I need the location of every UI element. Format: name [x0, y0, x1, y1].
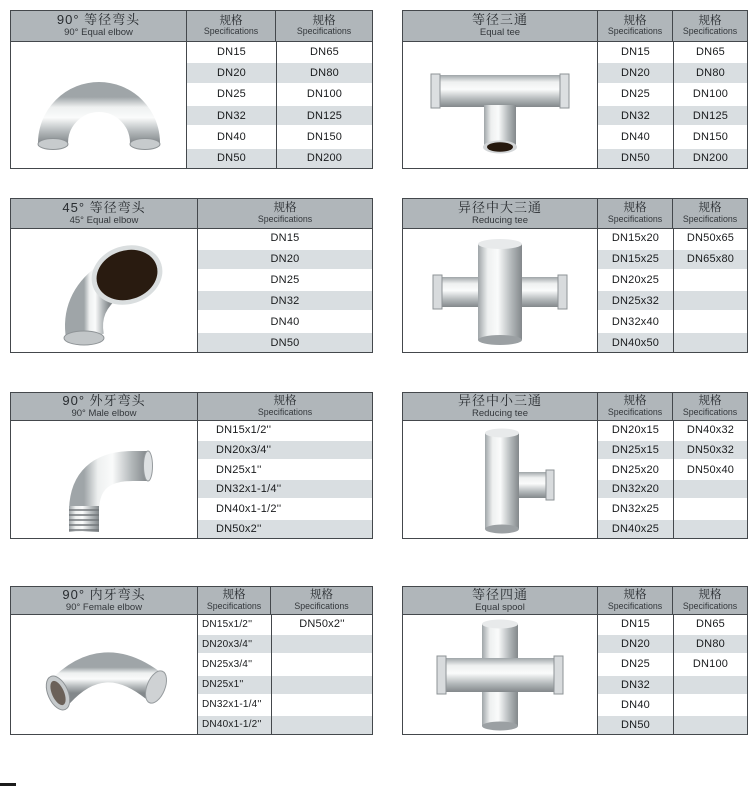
spec-cell: DN32x40	[598, 312, 673, 333]
spec-cell	[674, 500, 747, 520]
product-photo-cell	[11, 421, 198, 538]
spec-cell: DN32	[187, 106, 276, 127]
spec-cell	[674, 291, 747, 312]
spec-column	[276, 42, 372, 168]
spec-header-cn: 规格	[698, 14, 722, 27]
spec-cell: DN50	[598, 716, 673, 734]
spec-header	[187, 11, 276, 41]
spec-cell: DN65	[277, 42, 372, 63]
table-header	[403, 11, 747, 42]
spec-cell: DN80	[674, 63, 747, 84]
spec-cell: DN20x3/4''	[198, 635, 271, 655]
spec-header-en: Specifications	[294, 600, 349, 611]
spec-header-en: Specifications	[206, 600, 262, 611]
table-title-en: 90° Female elbow	[65, 601, 143, 613]
spec-cell: DN50x32	[674, 441, 747, 461]
spec-cell: DN40x32	[674, 421, 747, 441]
page-corner-mark	[0, 783, 16, 786]
spec-cell	[272, 676, 372, 696]
spec-header-cn: 规格	[273, 202, 297, 215]
spec-header-cn: 规格	[623, 589, 647, 602]
equal-spool-photo	[425, 614, 575, 736]
table-90-female-elbow	[10, 586, 373, 735]
spec-header-cn: 规格	[273, 395, 297, 408]
spec-cell: DN15x1/2''	[198, 615, 271, 635]
spec-cell: DN50x65	[674, 229, 747, 250]
product-photo-cell	[11, 229, 198, 352]
spec-cell: DN25	[187, 85, 276, 106]
spec-header-en: Specifications	[203, 26, 259, 37]
spec-header-cn: 规格	[222, 589, 246, 602]
spec-cell: DN80	[277, 63, 372, 84]
spec-cell	[674, 271, 747, 292]
spec-cell: DN15x25	[598, 250, 673, 271]
spec-cell: DN25	[198, 271, 372, 292]
spec-header	[276, 11, 372, 41]
spec-cell: DN20	[187, 63, 276, 84]
table-header	[11, 11, 372, 42]
spec-cell: DN50x40	[674, 461, 747, 481]
table-title-en: Equal spool	[475, 601, 525, 613]
table-body	[11, 42, 372, 168]
spec-cell	[674, 520, 747, 538]
spec-header	[673, 587, 747, 614]
spec-cell: DN50	[598, 149, 673, 168]
spec-column	[673, 421, 747, 538]
spec-cell: DN25x32	[598, 291, 673, 312]
table-45-equal-elbow	[10, 198, 373, 353]
spec-cell: DN20x25	[598, 271, 673, 292]
table-header	[403, 393, 747, 421]
table-body	[11, 615, 372, 734]
spec-cell	[674, 480, 747, 500]
spec-cell	[272, 696, 372, 716]
spec-header-en: Specifications	[257, 406, 313, 417]
reducing-tee-small-photo	[425, 419, 575, 541]
table-title-cell	[11, 199, 198, 228]
spec-cell: DN20x15	[598, 421, 673, 441]
spec-header	[673, 11, 747, 41]
spec-column	[187, 42, 276, 168]
product-photo-cell	[403, 421, 598, 538]
spec-header-cn: 规格	[698, 202, 722, 215]
spec-header-cn: 规格	[310, 589, 333, 602]
spec-cell: DN100	[674, 85, 747, 106]
spec-cell: DN32x1-1/4''	[198, 696, 271, 716]
spec-header-cn: 规格	[623, 14, 647, 27]
spec-column	[673, 42, 747, 168]
spec-cell: DN50	[187, 149, 276, 168]
table-title-cell	[11, 11, 187, 41]
spec-header	[198, 393, 372, 420]
spec-cell: DN32	[198, 291, 372, 312]
spec-header-cn: 规格	[698, 395, 722, 408]
spec-cell: DN25x1''	[198, 676, 271, 696]
spec-column	[598, 229, 673, 352]
spec-cell: DN15	[187, 42, 276, 63]
table-title-en: 90° Male elbow	[71, 407, 137, 419]
spec-cell: DN50x2''	[272, 615, 372, 635]
spec-cell	[674, 333, 747, 352]
spec-header-en: Specifications	[607, 406, 663, 417]
spec-column	[673, 615, 747, 734]
spec-column	[198, 421, 372, 538]
spec-cell: DN32	[598, 106, 673, 127]
spec-header-en: Specifications	[607, 213, 663, 224]
spec-header	[673, 393, 747, 420]
spec-cell: DN65	[674, 42, 747, 63]
spec-header	[198, 587, 271, 614]
table-90-male-elbow	[10, 392, 373, 539]
spec-cell: DN80	[674, 635, 747, 655]
spec-header-en: Specifications	[607, 26, 663, 37]
spec-header	[598, 199, 673, 228]
spec-cell: DN40	[187, 127, 276, 148]
spec-cell	[674, 312, 747, 333]
spec-column	[198, 229, 372, 352]
spec-column	[673, 229, 747, 352]
table-title-cell	[403, 587, 598, 614]
spec-cell: DN25x15	[598, 441, 673, 461]
spec-cell: DN40	[598, 696, 673, 716]
table-header	[11, 587, 372, 615]
spec-column	[198, 615, 271, 734]
product-photo-cell	[11, 42, 187, 168]
spec-cell	[272, 635, 372, 655]
table-equal-tee	[402, 10, 748, 169]
spec-cell: DN15x20	[598, 229, 673, 250]
product-photo-cell	[11, 615, 198, 734]
spec-cell: DN15x1/2''	[198, 421, 372, 441]
table-reducing-tee-small	[402, 392, 748, 539]
spec-column	[598, 615, 673, 734]
spec-cell: DN25	[598, 85, 673, 106]
spec-cell: DN20	[598, 635, 673, 655]
spec-cell: DN32x25	[598, 500, 673, 520]
spec-header	[598, 587, 673, 614]
spec-header	[598, 11, 673, 41]
spec-cell: DN15	[198, 229, 372, 250]
spec-cell: DN25x20	[598, 461, 673, 481]
table-title-cell	[11, 587, 198, 614]
table-body	[11, 229, 372, 352]
table-title-en: 45° Equal elbow	[69, 214, 139, 226]
table-title-cn: 90° 等径弯头	[56, 12, 141, 28]
table-title-en: Equal tee	[479, 27, 521, 39]
spec-header-en: Specifications	[607, 600, 663, 611]
spec-header	[673, 199, 747, 228]
spec-header-en: Specifications	[682, 213, 738, 224]
spec-cell: DN65x80	[674, 250, 747, 271]
spec-cell: DN100	[674, 655, 747, 675]
table-body	[403, 615, 747, 734]
spec-cell: DN150	[277, 127, 372, 148]
spec-cell: DN150	[674, 127, 747, 148]
table-90-equal-elbow	[10, 10, 373, 169]
spec-header-cn: 规格	[219, 14, 243, 27]
spec-cell	[272, 716, 372, 734]
table-title-cell	[403, 393, 598, 420]
spec-cell: DN125	[277, 106, 372, 127]
spec-cell: DN100	[277, 85, 372, 106]
spec-cell: DN50	[198, 333, 372, 352]
spec-header-cn: 规格	[623, 395, 647, 408]
reducing-tee-large-photo	[425, 230, 575, 352]
spec-column	[598, 421, 673, 538]
table-header	[403, 199, 747, 229]
spec-cell: DN125	[674, 106, 747, 127]
table-title-cn: 异径中大三通	[457, 199, 542, 215]
spec-header-en: Specifications	[682, 26, 738, 37]
spec-cell: DN15	[598, 615, 673, 635]
table-title-cell	[403, 199, 598, 228]
90-male-elbow-photo	[37, 426, 172, 534]
table-title-cn: 90° 外牙弯头	[62, 392, 146, 408]
90-female-elbow-photo	[29, 627, 179, 723]
spec-cell: DN40	[198, 312, 372, 333]
90-equal-elbow-photo	[29, 59, 169, 151]
spec-cell: DN200	[674, 149, 747, 168]
spec-header-en: Specifications	[682, 406, 738, 417]
spec-header-cn: 规格	[623, 202, 647, 215]
spec-cell	[674, 716, 747, 734]
table-title-cell	[11, 393, 198, 420]
spec-cell: DN40x50	[598, 333, 673, 352]
spec-cell: DN25x1''	[198, 461, 372, 481]
spec-cell: DN32	[598, 676, 673, 696]
product-photo-cell	[403, 615, 598, 734]
spec-column	[271, 615, 372, 734]
spec-cell: DN40x1-1/2''	[198, 500, 372, 520]
table-header	[11, 393, 372, 421]
spec-header	[271, 587, 372, 614]
spec-header-en: Specifications	[682, 600, 738, 611]
table-title-cn: 异径中小三通	[457, 392, 542, 408]
table-title-en: Reducing tee	[472, 214, 528, 226]
spec-cell: DN20	[598, 63, 673, 84]
spec-cell: DN40	[598, 127, 673, 148]
45-equal-elbow-photo	[29, 235, 179, 347]
spec-cell: DN20	[198, 250, 372, 271]
table-title-cn: 等径四通	[471, 586, 528, 602]
table-title-en: 90° Equal elbow	[64, 27, 133, 39]
spec-cell: DN25	[598, 655, 673, 675]
table-title-cn: 45° 等径弯头	[62, 199, 146, 215]
spec-cell: DN15	[598, 42, 673, 63]
spec-cell	[272, 655, 372, 675]
spec-cell	[674, 696, 747, 716]
spec-cell: DN65	[674, 615, 747, 635]
table-header	[403, 587, 747, 615]
spec-cell: DN200	[277, 149, 372, 168]
spec-header	[198, 199, 372, 228]
spec-cell: DN40x25	[598, 520, 673, 538]
spec-cell: DN25x3/4''	[198, 655, 271, 675]
spec-column	[598, 42, 673, 168]
spec-cell	[674, 676, 747, 696]
spec-cell: DN32x1-1/4''	[198, 480, 372, 500]
spec-header-en: Specifications	[296, 26, 352, 37]
spec-cell: DN20x3/4''	[198, 441, 372, 461]
product-photo-cell	[403, 229, 598, 352]
spec-cell: DN50x2''	[198, 520, 372, 538]
table-title-cn: 等径三通	[471, 12, 528, 28]
spec-header-cn: 规格	[312, 14, 336, 27]
spec-cell: DN40x1-1/2''	[198, 716, 271, 734]
product-photo-cell	[403, 42, 598, 168]
spec-header	[598, 393, 673, 420]
table-title-en: Reducing tee	[472, 407, 528, 419]
spec-header-en: Specifications	[257, 213, 313, 224]
table-body	[403, 229, 747, 352]
table-header	[11, 199, 372, 229]
table-body	[403, 421, 747, 538]
table-title-cell	[403, 11, 598, 41]
table-title-cn: 90° 内牙弯头	[62, 586, 146, 602]
table-body	[403, 42, 747, 168]
table-equal-spool	[402, 586, 748, 735]
table-body	[11, 421, 372, 538]
equal-tee-photo	[425, 55, 575, 155]
spec-header-cn: 规格	[698, 589, 722, 602]
table-reducing-tee-large	[402, 198, 748, 353]
spec-cell: DN32x20	[598, 480, 673, 500]
